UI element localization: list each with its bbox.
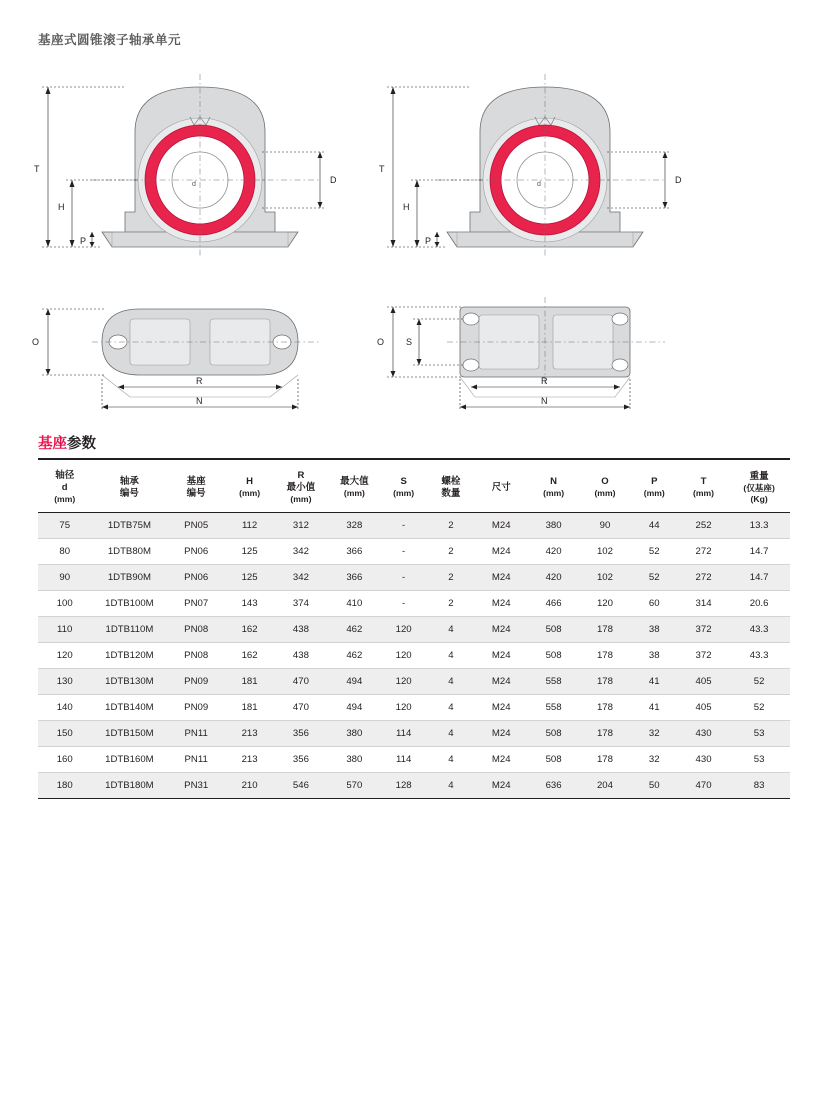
table-cell: 466 xyxy=(527,591,580,617)
table-cell: 150 xyxy=(38,721,91,747)
label-R: R xyxy=(196,376,203,386)
table-cell: 508 xyxy=(527,617,580,643)
table-cell: 366 xyxy=(328,539,381,565)
table-cell: - xyxy=(381,513,426,539)
table-cell: 204 xyxy=(580,773,629,799)
table-cell: - xyxy=(381,591,426,617)
table-cell: 470 xyxy=(679,773,728,799)
table-cell: 80 xyxy=(38,539,91,565)
table-cell: 366 xyxy=(328,565,381,591)
table-cell: 4 xyxy=(426,773,475,799)
table-cell: 43.3 xyxy=(728,617,790,643)
th-N: N (mm) xyxy=(527,466,580,513)
table-cell: 314 xyxy=(679,591,728,617)
table-cell: 120 xyxy=(580,591,629,617)
table-cell: 14.7 xyxy=(728,565,790,591)
figure-top-view-left xyxy=(30,267,360,417)
table-cell: 470 xyxy=(274,669,327,695)
table-cell: 53 xyxy=(728,747,790,773)
table-cell: 90 xyxy=(38,565,91,591)
label-N: N xyxy=(541,396,548,406)
table-cell: 252 xyxy=(679,513,728,539)
table-cell: 1DTB120M xyxy=(91,643,167,669)
table-cell: 405 xyxy=(679,669,728,695)
table-cell: 1DTB100M xyxy=(91,591,167,617)
table-cell: 44 xyxy=(630,513,679,539)
table-cell: 546 xyxy=(274,773,327,799)
table-cell: 75 xyxy=(38,513,91,539)
label-T: T xyxy=(34,164,40,174)
table-cell: 178 xyxy=(580,747,629,773)
table-cell: 508 xyxy=(527,643,580,669)
table-cell: 1DTB140M xyxy=(91,695,167,721)
table-cell: 112 xyxy=(225,513,274,539)
table-cell: 1DTB75M xyxy=(91,513,167,539)
table-row xyxy=(38,721,790,747)
label-P: P xyxy=(425,236,432,246)
table-cell: 125 xyxy=(225,539,274,565)
th-O: O (mm) xyxy=(580,466,629,513)
table-cell: 50 xyxy=(630,773,679,799)
table-cell: 38 xyxy=(630,617,679,643)
table-cell: 90 xyxy=(580,513,629,539)
table-cell: 160 xyxy=(38,747,91,773)
table-cell: 4 xyxy=(426,669,475,695)
th-R-min: R 最小值 (mm) xyxy=(274,466,327,513)
table-cell: M24 xyxy=(476,539,527,565)
table-cell: 128 xyxy=(381,773,426,799)
table-cell: 130 xyxy=(38,669,91,695)
table-cell: 60 xyxy=(630,591,679,617)
table-row xyxy=(38,591,790,617)
table-cell: 328 xyxy=(328,513,381,539)
table-cell: 462 xyxy=(328,643,381,669)
table-cell: PN11 xyxy=(167,721,225,747)
table-cell: 178 xyxy=(580,643,629,669)
table-cell: PN06 xyxy=(167,539,225,565)
table-cell: 52 xyxy=(728,669,790,695)
table-cell: PN09 xyxy=(167,695,225,721)
table-row xyxy=(38,565,790,591)
table-cell: 120 xyxy=(381,669,426,695)
spec-table-section xyxy=(38,432,790,799)
table-cell: 558 xyxy=(527,669,580,695)
table-cell: PN31 xyxy=(167,773,225,799)
figure-front-view-right xyxy=(375,62,705,262)
th-weight: 重量 (仅基座) (Kg) xyxy=(728,466,790,513)
table-cell: 342 xyxy=(274,565,327,591)
table-cell: PN05 xyxy=(167,513,225,539)
th-bearing-number: 轴承 编号 xyxy=(91,466,167,513)
table-cell: 508 xyxy=(527,747,580,773)
th-bolt-quantity: 螺栓 数量 xyxy=(426,466,475,513)
table-cell: 1DTB80M xyxy=(91,539,167,565)
table-cell: 178 xyxy=(580,695,629,721)
table-cell: 4 xyxy=(426,617,475,643)
table-cell: 430 xyxy=(679,747,728,773)
table-cell: 374 xyxy=(274,591,327,617)
table-cell: 102 xyxy=(580,539,629,565)
specifications-table xyxy=(38,466,790,799)
table-cell: 114 xyxy=(381,721,426,747)
label-O: O xyxy=(32,337,40,347)
table-cell: 53 xyxy=(728,721,790,747)
table-body xyxy=(38,513,790,799)
table-cell: 508 xyxy=(527,721,580,747)
table-cell: 4 xyxy=(426,643,475,669)
section-title-rest: 参数 xyxy=(67,436,96,452)
table-cell: 2 xyxy=(426,591,475,617)
label-H: H xyxy=(58,202,65,212)
table-cell: PN06 xyxy=(167,565,225,591)
page-title: 基座式圆锥滚子轴承单元 xyxy=(38,33,182,47)
table-cell: 102 xyxy=(580,565,629,591)
figure-top-view-right xyxy=(375,267,705,417)
technical-drawings xyxy=(30,62,730,422)
table-cell: PN11 xyxy=(167,747,225,773)
label-H: H xyxy=(403,202,410,212)
table-cell: 462 xyxy=(328,617,381,643)
table-cell: 4 xyxy=(426,695,475,721)
table-row xyxy=(38,643,790,669)
table-row xyxy=(38,669,790,695)
table-row xyxy=(38,539,790,565)
table-cell: 558 xyxy=(527,695,580,721)
table-row xyxy=(38,617,790,643)
th-S: S (mm) xyxy=(381,466,426,513)
table-cell: 52 xyxy=(728,695,790,721)
table-cell: 636 xyxy=(527,773,580,799)
table-row xyxy=(38,695,790,721)
table-cell: 2 xyxy=(426,565,475,591)
table-cell: 380 xyxy=(328,747,381,773)
table-cell: 494 xyxy=(328,695,381,721)
table-cell: 213 xyxy=(225,721,274,747)
table-cell: 120 xyxy=(381,643,426,669)
table-cell: 430 xyxy=(679,721,728,747)
table-cell: 438 xyxy=(274,643,327,669)
table-cell: 4 xyxy=(426,747,475,773)
table-cell: 120 xyxy=(381,617,426,643)
label-O: O xyxy=(377,337,385,347)
table-cell: 372 xyxy=(679,643,728,669)
table-cell: 342 xyxy=(274,539,327,565)
label-D: D xyxy=(330,175,337,185)
table-row xyxy=(38,513,790,539)
table-cell: 210 xyxy=(225,773,274,799)
table-row xyxy=(38,747,790,773)
table-cell: 494 xyxy=(328,669,381,695)
table-cell: PN07 xyxy=(167,591,225,617)
label-N: N xyxy=(196,396,203,406)
table-cell: 140 xyxy=(38,695,91,721)
table-cell: 32 xyxy=(630,721,679,747)
table-cell: 420 xyxy=(527,565,580,591)
table-cell: 41 xyxy=(630,695,679,721)
table-cell: 570 xyxy=(328,773,381,799)
table-cell: - xyxy=(381,565,426,591)
figure-front-view-left xyxy=(30,62,360,262)
table-cell: 162 xyxy=(225,643,274,669)
table-cell: M24 xyxy=(476,513,527,539)
table-cell: 38 xyxy=(630,643,679,669)
table-cell: 43.3 xyxy=(728,643,790,669)
table-cell: 162 xyxy=(225,617,274,643)
th-housing-number: 基座 编号 xyxy=(167,466,225,513)
table-cell: 52 xyxy=(630,565,679,591)
table-cell: 356 xyxy=(274,747,327,773)
table-cell: 405 xyxy=(679,695,728,721)
table-cell: 380 xyxy=(328,721,381,747)
th-R-max: 最大值 (mm) xyxy=(328,466,381,513)
th-T: T (mm) xyxy=(679,466,728,513)
table-cell: 380 xyxy=(527,513,580,539)
table-cell: M24 xyxy=(476,565,527,591)
table-cell: M24 xyxy=(476,747,527,773)
label-T: T xyxy=(379,164,385,174)
table-cell: 1DTB130M xyxy=(91,669,167,695)
table-cell: M24 xyxy=(476,643,527,669)
table-cell: 181 xyxy=(225,695,274,721)
table-cell: PN08 xyxy=(167,643,225,669)
table-cell: 1DTB160M xyxy=(91,747,167,773)
table-cell: 110 xyxy=(38,617,91,643)
table-cell: 1DTB90M xyxy=(91,565,167,591)
table-cell: 180 xyxy=(38,773,91,799)
th-shaft-diameter: 轴径 d (mm) xyxy=(38,466,91,513)
table-row xyxy=(38,773,790,799)
label-d: d xyxy=(537,181,541,188)
table-cell: 2 xyxy=(426,513,475,539)
table-cell: 372 xyxy=(679,617,728,643)
table-cell: PN09 xyxy=(167,669,225,695)
table-cell: 52 xyxy=(630,539,679,565)
table-header-row xyxy=(38,466,790,513)
table-cell: 272 xyxy=(679,539,728,565)
table-cell: 41 xyxy=(630,669,679,695)
table-cell: 420 xyxy=(527,539,580,565)
table-cell: - xyxy=(381,539,426,565)
table-cell: 14.7 xyxy=(728,539,790,565)
th-H: H (mm) xyxy=(225,466,274,513)
table-cell: M24 xyxy=(476,721,527,747)
table-cell: 272 xyxy=(679,565,728,591)
label-S: S xyxy=(406,337,413,347)
table-cell: 1DTB180M xyxy=(91,773,167,799)
table-cell: 410 xyxy=(328,591,381,617)
table-cell: 1DTB150M xyxy=(91,721,167,747)
table-cell: 120 xyxy=(381,695,426,721)
table-cell: 178 xyxy=(580,721,629,747)
table-cell: M24 xyxy=(476,617,527,643)
table-cell: 143 xyxy=(225,591,274,617)
table-cell: 356 xyxy=(274,721,327,747)
table-cell: 470 xyxy=(274,695,327,721)
table-cell: 13.3 xyxy=(728,513,790,539)
table-cell: 125 xyxy=(225,565,274,591)
table-cell: 114 xyxy=(381,747,426,773)
table-cell: 178 xyxy=(580,617,629,643)
table-cell: 1DTB110M xyxy=(91,617,167,643)
label-P: P xyxy=(80,236,87,246)
table-cell: 213 xyxy=(225,747,274,773)
table-cell: PN08 xyxy=(167,617,225,643)
label-R: R xyxy=(541,376,548,386)
table-cell: 120 xyxy=(38,643,91,669)
table-cell: 312 xyxy=(274,513,327,539)
th-P: P (mm) xyxy=(630,466,679,513)
table-cell: 178 xyxy=(580,669,629,695)
table-cell: M24 xyxy=(476,773,527,799)
table-cell: 100 xyxy=(38,591,91,617)
section-title xyxy=(38,432,790,460)
table-cell: 181 xyxy=(225,669,274,695)
table-cell: M24 xyxy=(476,695,527,721)
table-cell: 2 xyxy=(426,539,475,565)
table-cell: 32 xyxy=(630,747,679,773)
th-bolt-size: 尺寸 xyxy=(476,466,527,513)
table-cell: 438 xyxy=(274,617,327,643)
section-title-accent: 基座 xyxy=(38,436,67,452)
label-D: D xyxy=(675,175,682,185)
table-cell: M24 xyxy=(476,591,527,617)
table-cell: 4 xyxy=(426,721,475,747)
table-cell: 83 xyxy=(728,773,790,799)
table-cell: M24 xyxy=(476,669,527,695)
label-d: d xyxy=(192,181,196,188)
table-cell: 20.6 xyxy=(728,591,790,617)
